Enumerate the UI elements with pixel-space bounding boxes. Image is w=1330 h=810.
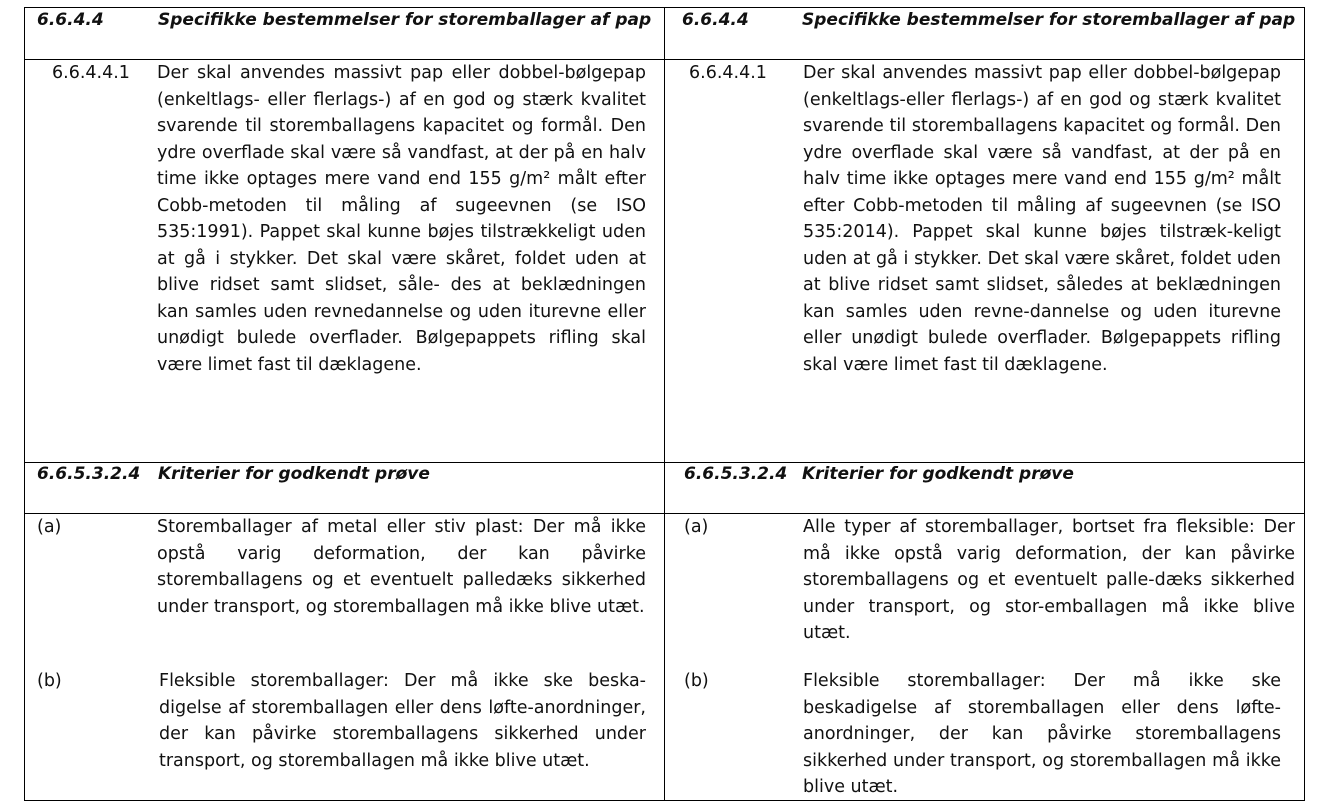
- row-divider-2: [24, 462, 1305, 463]
- column-divider: [664, 7, 665, 801]
- right-item-a-text: Alle typer af storemballager, bortset fra fleksible: Der må ikke opstå varig deformation, der kan påvirke storemballagens og et eventuelt palle-dæks sikkerhed under transport, og stor-emballagen må ikke blive utæt.: [803, 517, 1295, 643]
- left-item-b-text: Fleksible storemballager: Der må ikke ske beska-digelse af storemballagen eller dens løfte-anordninger, der kan påvirke storemballagens sikkerhed under transport, og storemballagen må ikke blive utæt.: [159, 671, 646, 771]
- right-item-b-label: (b): [684, 671, 709, 691]
- left-item-a-text: Storemballager af metal eller stiv plast: Der må ikke opstå varig deformation, der kan påvirke storemballagens og et eventuelt palledæks sikkerhed under transport, og storemballagen må ikke blive utæt.: [157, 517, 646, 617]
- right-section1-heading: Specifikke bestemmelser for storemballager af pap: [802, 10, 1296, 30]
- right-item-b-text: Fleksible storemballager: Der må ikke ske beskadigelse af storemballagen eller dens løfte-anordninger, der kan påvirke storemballagens sikkerhed under transport, og storemballagen må ikke blive utæt.: [803, 671, 1281, 797]
- left-subsection-number: 6.6.4.4.1: [52, 63, 130, 83]
- left-section2-number: 6.6.5.3.2.4: [37, 464, 141, 484]
- left-item-a-label: (a): [37, 517, 62, 537]
- left-section2-heading: Kriterier for godkendt prøve: [158, 464, 430, 484]
- right-subsection-text: Der skal anvendes massivt pap eller dobbel-bølgepap (enkeltlags-eller flerlags-) af en god og stærk kvalitet svarende til storemballagens kapacitet og formål. Den ydre overflade skal være så vandfast, at der på en halv time ikke optages mere vand end 155 g/m² målt efter Cobb-metoden til måling af sugeevnen (se ISO 535:2014). Pappet skal kunne bøjes tilstræk-keligt uden at gå i stykker. Det skal være skåret, foldet uden at blive ridset samt slidset, således at beklædningen kan samles uden revne-dannelse og uden iturevne eller unødigt bulede overflader. Bølgepappets rifling skal være limet fast til dæklagene.: [803, 63, 1281, 375]
- left-item-b-label: (b): [37, 671, 62, 691]
- right-section1-number: 6.6.4.4: [682, 10, 749, 30]
- right-section2-number: 6.6.5.3.2.4: [684, 464, 788, 484]
- right-item-a-label: (a): [684, 517, 709, 537]
- left-section1-heading: Specifikke bestemmelser for storemballager af pap: [158, 10, 652, 30]
- left-section1-number: 6.6.4.4: [37, 10, 104, 30]
- right-subsection-number: 6.6.4.4.1: [689, 63, 767, 83]
- left-subsection-text: Der skal anvendes massivt pap eller dobbel-bølgepap (enkeltlags- eller flerlags-) af en god og stærk kvalitet svarende til storemballagens kapacitet og formål. Den ydre overflade skal være så vandfast, at der på en halv time ikke optages mere vand end 155 g/m² målt efter Cobb-metoden til måling af sugeevnen (se ISO 535:1991). Pappet skal kunne bøjes tilstrækkeligt uden at gå i stykker. Det skal være skåret, foldet uden at blive ridset samt slidset, såle- des at beklædningen kan samles uden revnedannelse og uden iturevne eller unødigt bulede overflader. Bølgepappets rifling skal være limet fast til dæklagene.: [157, 63, 646, 375]
- right-section2-heading: Kriterier for godkendt prøve: [802, 464, 1074, 484]
